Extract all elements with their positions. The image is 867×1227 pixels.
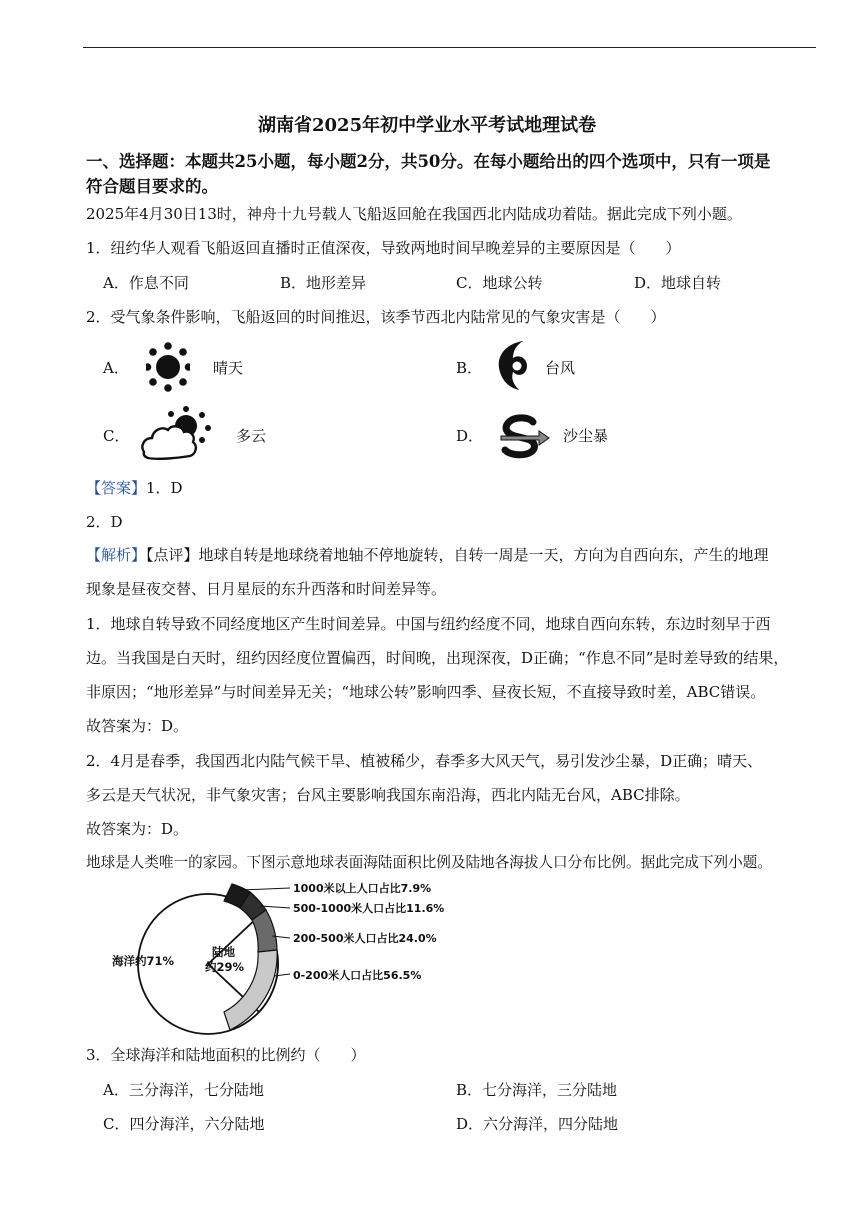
analysis-tag: 【解析】 bbox=[86, 546, 147, 564]
analysis-text-2: 现象是昼夜交替、日月星辰的东升西落和时间差异等。 bbox=[86, 580, 447, 598]
land-label-line1: 陆地 bbox=[212, 945, 235, 959]
leader-line-1 bbox=[240, 888, 290, 890]
q1-option-a: A．作息不同 bbox=[103, 274, 189, 292]
sandstorm-icon bbox=[499, 414, 551, 460]
sun-icon bbox=[146, 340, 190, 394]
q2-option-d-letter: D． bbox=[456, 427, 484, 445]
explanation-2-line-1: 2．4月是春季，我国西北内陆气候干旱、植被稀少，春季多大风天气，易引发沙尘暴，D正确；晴天、 bbox=[86, 752, 763, 770]
q2-option-a-letter: A． bbox=[103, 359, 129, 377]
explanation-1-line-3: 非原因；“地形差异”与时间差异无关；“地球公转”影响四季、昼夜长短，不直接导致时差，ABC错误。 bbox=[86, 683, 766, 701]
section-heading-line2: 符合题目要求的。 bbox=[86, 177, 218, 196]
question-2-stem: 2．受气象条件影响，飞船返回的时间推迟，该季节西北内陆常见的气象灾害是（ ） bbox=[86, 308, 666, 326]
q1-option-b: B．地形差异 bbox=[280, 274, 367, 292]
q1-option-d: D．地球自转 bbox=[634, 274, 722, 292]
explanation-1-conclusion: 故答案为：D。 bbox=[86, 717, 189, 735]
q2-option-a-label: 晴天 bbox=[213, 359, 244, 377]
q3-option-b: B．七分海洋，三分陆地 bbox=[456, 1081, 618, 1099]
q3-option-a: A．三分海洋，七分陆地 bbox=[103, 1081, 264, 1099]
land-label-line2: 约29% bbox=[205, 960, 245, 974]
header-rule bbox=[83, 47, 816, 48]
explanation-1-line-1: 1．地球自转导致不同经度地区产生时间差异。中国与纽约经度不同，地球自西向东转，东边时刻早于西 bbox=[86, 615, 771, 633]
analysis-line-1 bbox=[86, 545, 769, 565]
answer-1: 1．D bbox=[146, 479, 183, 497]
legend-200-500: 200-500米人口占比24.0% bbox=[293, 932, 437, 945]
intro-text-1: 2025年4月30日13时，神舟十九号载人飞船返回舱在我国西北内陆成功着陆。据此完成下列小题。 bbox=[86, 205, 742, 223]
question-1-stem: 1．纽约华人观看飞船返回直播时正值深夜，导致两地时间早晚差异的主要原因是（ ） bbox=[86, 239, 681, 257]
question-3-stem: 3．全球海洋和陆地面积的比例约（ ） bbox=[86, 1046, 366, 1064]
answer-tag: 【答案】 bbox=[86, 479, 147, 497]
analysis-text-1: 地球自转是地球绕着地轴不停地旋转，自转一周是一天，方向为自西向东，产生的地理 bbox=[198, 546, 769, 564]
intro-text-2: 地球是人类唯一的家园。下图示意地球表面海陆面积比例及陆地各海拔人口分布比例。据此完成下列小题。 bbox=[86, 854, 772, 871]
explanation-2-conclusion: 故答案为：D。 bbox=[86, 820, 189, 838]
q1-option-c: C．地球公转 bbox=[456, 274, 543, 292]
ocean-label: 海洋约71% bbox=[112, 954, 175, 968]
typhoon-icon bbox=[493, 338, 533, 396]
q2-option-d-label: 沙尘暴 bbox=[563, 427, 609, 445]
q3-option-c: C．四分海洋，六分陆地 bbox=[103, 1115, 265, 1133]
q2-option-b-label: 台风 bbox=[545, 359, 576, 377]
q3-option-d: D．六分海洋，四分陆地 bbox=[456, 1115, 619, 1133]
q2-option-b-letter: B． bbox=[456, 359, 483, 377]
legend-0-200: 0-200米人口占比56.5% bbox=[293, 969, 422, 982]
q2-option-c-letter: C． bbox=[103, 427, 130, 445]
explanation-2-line-2: 多云是天气状况，非气象灾害；台风主要影响我国东南沿海，西北内陆无台风，ABC排除。 bbox=[86, 786, 690, 804]
answer-line-1 bbox=[86, 478, 183, 498]
q2-option-c-label: 多云 bbox=[236, 427, 267, 445]
comment-tag: 【点评】 bbox=[146, 546, 199, 564]
answer-2: 2．D bbox=[86, 513, 123, 531]
partly-cloudy-icon bbox=[138, 406, 214, 464]
page-title: 湖南省2025年初中学业水平考试地理试卷 bbox=[258, 115, 597, 136]
explanation-1-line-2: 边。当我国是白天时，纽约因经度位置偏西，时间晚，出现深夜，D正确；“作息不同”是时差导致的结果， bbox=[86, 649, 789, 667]
section-heading-line1: 一、选择题：本题共25小题，每小题2分，共50分。在每小题给出的四个选项中，只有一项是 bbox=[86, 152, 771, 171]
legend-1000-plus: 1000米以上人口占比7.9% bbox=[293, 882, 432, 895]
legend-500-1000: 500-1000米人口占比11.6% bbox=[293, 902, 445, 915]
